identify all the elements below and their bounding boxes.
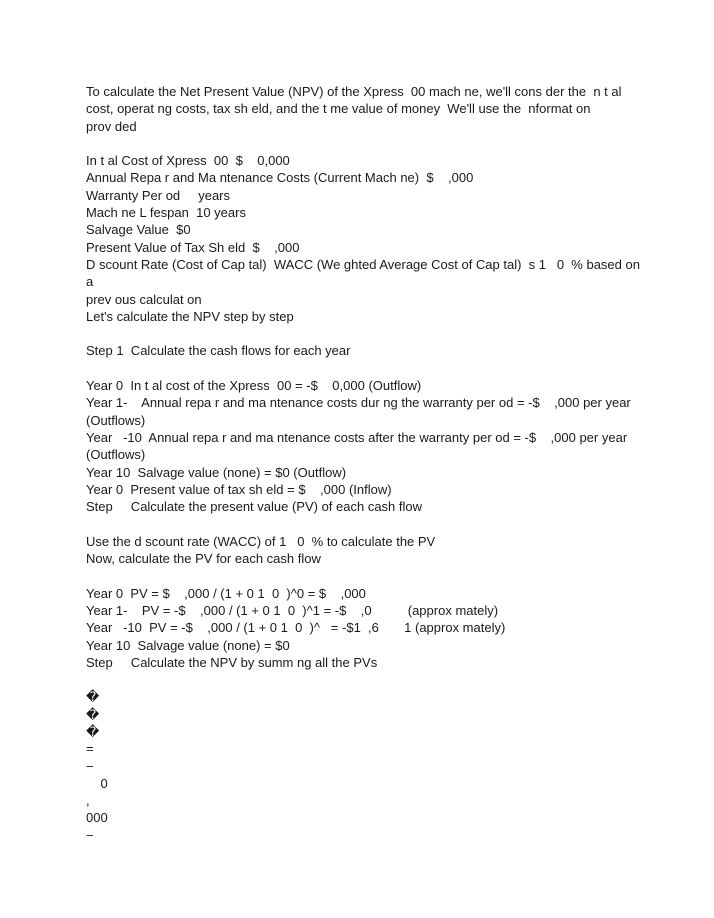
- pv-line: Year 1- PV = -$ ,000 / (1 + 0 1 0 )^1 = -$ ,0 (approx mately): [86, 602, 499, 618]
- given-line: Let's calculate the NPV step by step: [86, 308, 294, 324]
- pv-line: Year 0 PV = $ ,000 / (1 + 0 1 0 )^0 = $ ,000: [86, 585, 366, 601]
- intro-paragraph: [86, 83, 646, 135]
- pv-list: [86, 585, 646, 671]
- given-values: [86, 152, 646, 325]
- formula-glyph: −: [86, 758, 94, 774]
- cash-flow-line: Year 10 Salvage value (none) = $0 (Outflow): [86, 464, 347, 480]
- formula-glyph: �: [86, 723, 100, 739]
- spacer: [86, 567, 646, 584]
- given-line: Mach ne L fespan 10 years: [86, 205, 246, 221]
- step1-heading: Step 1 Calculate the cash flows for each year: [86, 343, 351, 359]
- given-line: Salvage Value $0: [86, 222, 191, 238]
- given-line: Warranty Per od years: [86, 187, 231, 203]
- given-line: Present Value of Tax Sh eld $ ,000: [86, 239, 300, 255]
- intro-line: prov ded: [86, 118, 137, 134]
- cash-flow-list: [86, 377, 646, 515]
- discount-note: [86, 533, 646, 568]
- formula-glyph: −: [86, 827, 94, 843]
- step3-heading: Step Calculate the NPV by summ ng all the PVs: [86, 654, 378, 670]
- cash-flow-line: Year 0 In t al cost of the Xpress 00 = -$ 0,000 (Outflow): [86, 378, 422, 394]
- spacer: [86, 135, 646, 152]
- spacer: [86, 671, 646, 688]
- spacer: [86, 515, 646, 532]
- pv-line: Year 10 Salvage value (none) = $0: [86, 637, 290, 653]
- given-line: D scount Rate (Cost of Cap tal) WACC (We ghted Average Cost of Cap tal) s 1 0 % based on a: [86, 256, 644, 290]
- cash-flow-line: (Outflows): [86, 412, 146, 428]
- pv-line: Year -10 PV = -$ ,000 / (1 + 0 1 0 )^ = -$1 ,6 1 (approx mately): [86, 620, 506, 636]
- given-line: In t al Cost of Xpress 00 $ 0,000: [86, 153, 290, 169]
- formula-glyph: �: [86, 706, 100, 722]
- step2-heading: Step Calculate the present value (PV) of each cash flow: [86, 499, 423, 515]
- cash-flow-line: (Outflows): [86, 447, 146, 463]
- discount-line: Use the d scount rate (WACC) of 1 0 % to calculate the PV: [86, 533, 436, 549]
- given-line: Annual Repa r and Ma ntenance Costs (Current Mach ne) $ ,000: [86, 170, 474, 186]
- cash-flow-line: Year -10 Annual repa r and ma ntenance costs after the warranty per od = -$ ,000 per year: [86, 429, 628, 445]
- spacer: [86, 360, 646, 377]
- cash-flow-line: Year 0 Present value of tax sh eld = $ ,000 (Inflow): [86, 481, 392, 497]
- formula-glyph: �: [86, 689, 100, 705]
- formula-glyph: 0: [86, 775, 108, 791]
- formula-glyph: 000: [86, 810, 108, 826]
- document-body: [86, 83, 646, 844]
- formula-glyph: ,: [86, 793, 90, 809]
- intro-line: cost, operat ng costs, tax sh eld, and the t me value of money We'll use the nformat on: [86, 101, 591, 117]
- formula-glyph: =: [86, 741, 94, 757]
- cash-flow-line: Year 1- Annual repa r and ma ntenance costs dur ng the warranty per od = -$ ,000 per year: [86, 395, 631, 411]
- discount-line: Now, calculate the PV for each cash flow: [86, 551, 321, 567]
- given-line: prev ous calculat on: [86, 291, 202, 307]
- broken-formula: [86, 688, 646, 844]
- spacer: [86, 325, 646, 342]
- intro-line: To calculate the Net Present Value (NPV) of the Xpress 00 mach ne, we'll cons der the n t al: [86, 84, 622, 99]
